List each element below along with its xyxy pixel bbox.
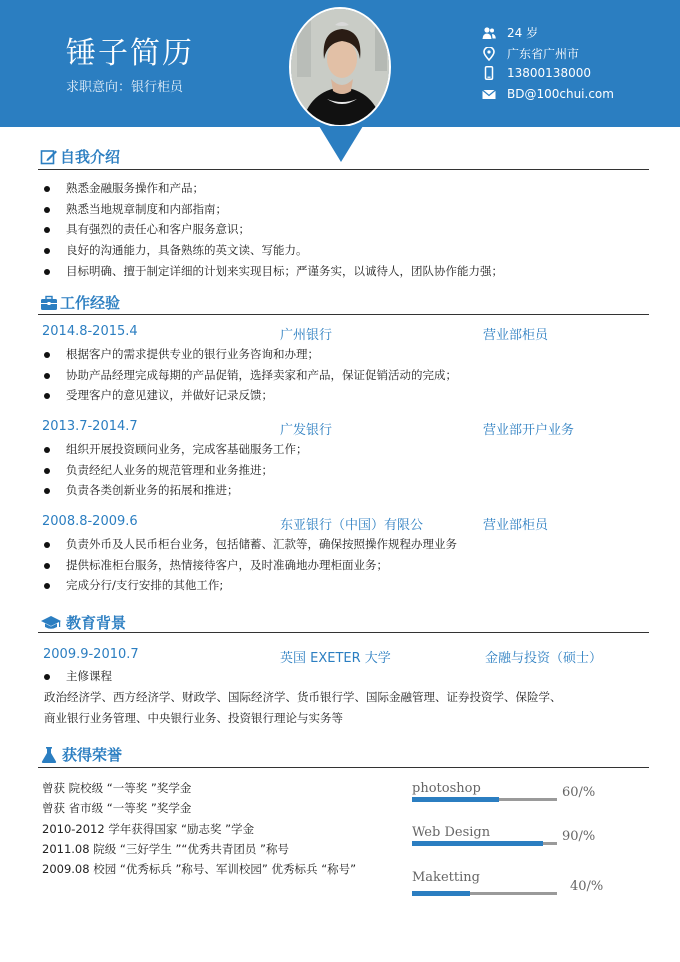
list-item: 2009.08 校园 “优秀标兵 ”称号、军训校园” 优秀标兵 “称号” [42,862,357,877]
profile-photo [289,7,391,127]
email-text: BD@100chui.com [507,87,614,101]
location-text: 广东省广州市 [507,47,580,61]
location-pin-icon [482,47,496,61]
job-period: 2013.7-2014.7 [42,419,138,434]
section-title-about [40,146,120,167]
about-title-text: 自我介绍 [60,148,121,166]
skill-name: Maketting [412,870,480,885]
list-item: 目标明确、擅于制定详细的计划来实现目标；严谨务实，以诚待人，团队协作能力强； [44,261,503,282]
skill-fill [412,797,499,802]
list-item: 负责各类创新业务的拓展和推进； [44,480,308,501]
skill-percent: 60/% [562,785,596,800]
phone-icon [482,66,496,80]
list-item: 具有强烈的责任心和客户服务意识； [44,219,503,240]
job-role: 营业部柜员 [483,518,549,533]
list-item: 负责外币及人民币柜台业务，包括储蓄、汇款等，确保按照操作规程办理业务 [44,534,457,555]
section-title-education [40,612,126,633]
job-duties [44,534,457,596]
education-school: 英国 EXETER 大学 [280,651,391,666]
phone-text: 13800138000 [507,66,591,80]
section-title-honors [40,744,122,765]
list-item: 熟悉金融服务操作和产品； [44,178,503,199]
job-period: 2008.8-2009.6 [42,514,138,529]
list-item: 熟悉当地规章制度和内部指南； [44,199,503,220]
list-item: 良好的沟通能力，具备熟练的英文读、写能力。 [44,240,503,261]
education-title-text: 教育背景 [66,614,127,632]
job-period: 2014.8-2015.4 [42,324,138,339]
honors-list [42,778,356,879]
skill-percent: 90/% [562,829,596,844]
graduation-cap-icon [40,614,64,632]
person-icon [482,26,496,40]
divider [38,767,649,768]
list-item: 组织开展投资顾问业务，完成客基础服务工作； [44,439,308,460]
skill-fill [412,891,470,896]
resume-name: 锤子简历 [66,36,194,71]
divider [38,314,649,315]
list-item: 2011.08 院级 “三好学生 ”“优秀共青团员 ”称号 [42,841,290,856]
section-title-work [40,292,120,313]
job-company: 东亚银行（中国）有限公 [280,518,424,533]
job-role: 营业部开户业务 [483,423,575,438]
skill-fill [412,841,543,846]
list-item: 提供标准柜台服务，热情接待客户，及时准确地办理柜面业务； [44,555,457,576]
list-item: 完成分行/支行安排的其他工作; [44,575,457,596]
job-duties [44,344,457,406]
list-item: 曾获 省市级 “一等奖 ”奖学金 [42,801,192,816]
job-duties [44,439,308,501]
portrait-image [291,9,391,127]
divider [38,169,649,170]
divider [38,632,649,633]
list-item: 根据客户的需求提供专业的银行业务咨询和办理； [44,344,457,365]
about-list [44,178,503,281]
education-period: 2009.9-2010.7 [43,647,139,662]
job-company: 广发银行 [280,423,333,438]
list-item: 主修课程 [44,666,112,687]
age-text: 24 岁 [507,26,539,40]
skill-name: photoshop [412,781,481,796]
job-intent: 求职意向：银行柜员 [66,80,184,95]
honors-title-text: 获得荣誉 [62,746,123,764]
work-title-text: 工作经验 [60,294,121,312]
list-item: 曾获 院校级 “一等奖 ”奖学金 [42,781,192,795]
contact-phone [482,66,591,80]
contact-age [482,24,538,41]
photo-pointer [319,126,363,162]
briefcase-icon [40,294,58,312]
list-item: 负责经纪人业务的规范管理和业务推进； [44,460,308,481]
list-item: 2010-2012 学年获得国家 “励志奖 ”学金 [42,821,255,836]
education-list [44,666,112,687]
education-major: 金融与投资（硕士） [485,651,603,666]
courses-line: 政治经济学、西方经济学、财政学、国际经济学、货币银行学、国际金融管理、证券投资学、保险学、 [44,690,562,704]
job-role: 营业部柜员 [483,328,549,343]
skill-name: Web Design [412,825,491,840]
skill-percent: 40/% [570,879,604,894]
contact-location [482,45,579,62]
envelope-icon [482,87,496,101]
job-company: 广州银行 [280,328,333,343]
courses-line: 商业银行业务管理、中央银行业务、投资银行理论与实务等 [44,711,343,725]
list-item: 受理客户的意见建议，并做好记录反馈； [44,385,457,406]
list-item: 协助产品经理完成每期的产品促销，选择卖家和产品，保证促销活动的完成； [44,365,457,386]
flask-icon [40,746,60,764]
contact-email [482,87,614,101]
edit-icon [40,148,58,166]
